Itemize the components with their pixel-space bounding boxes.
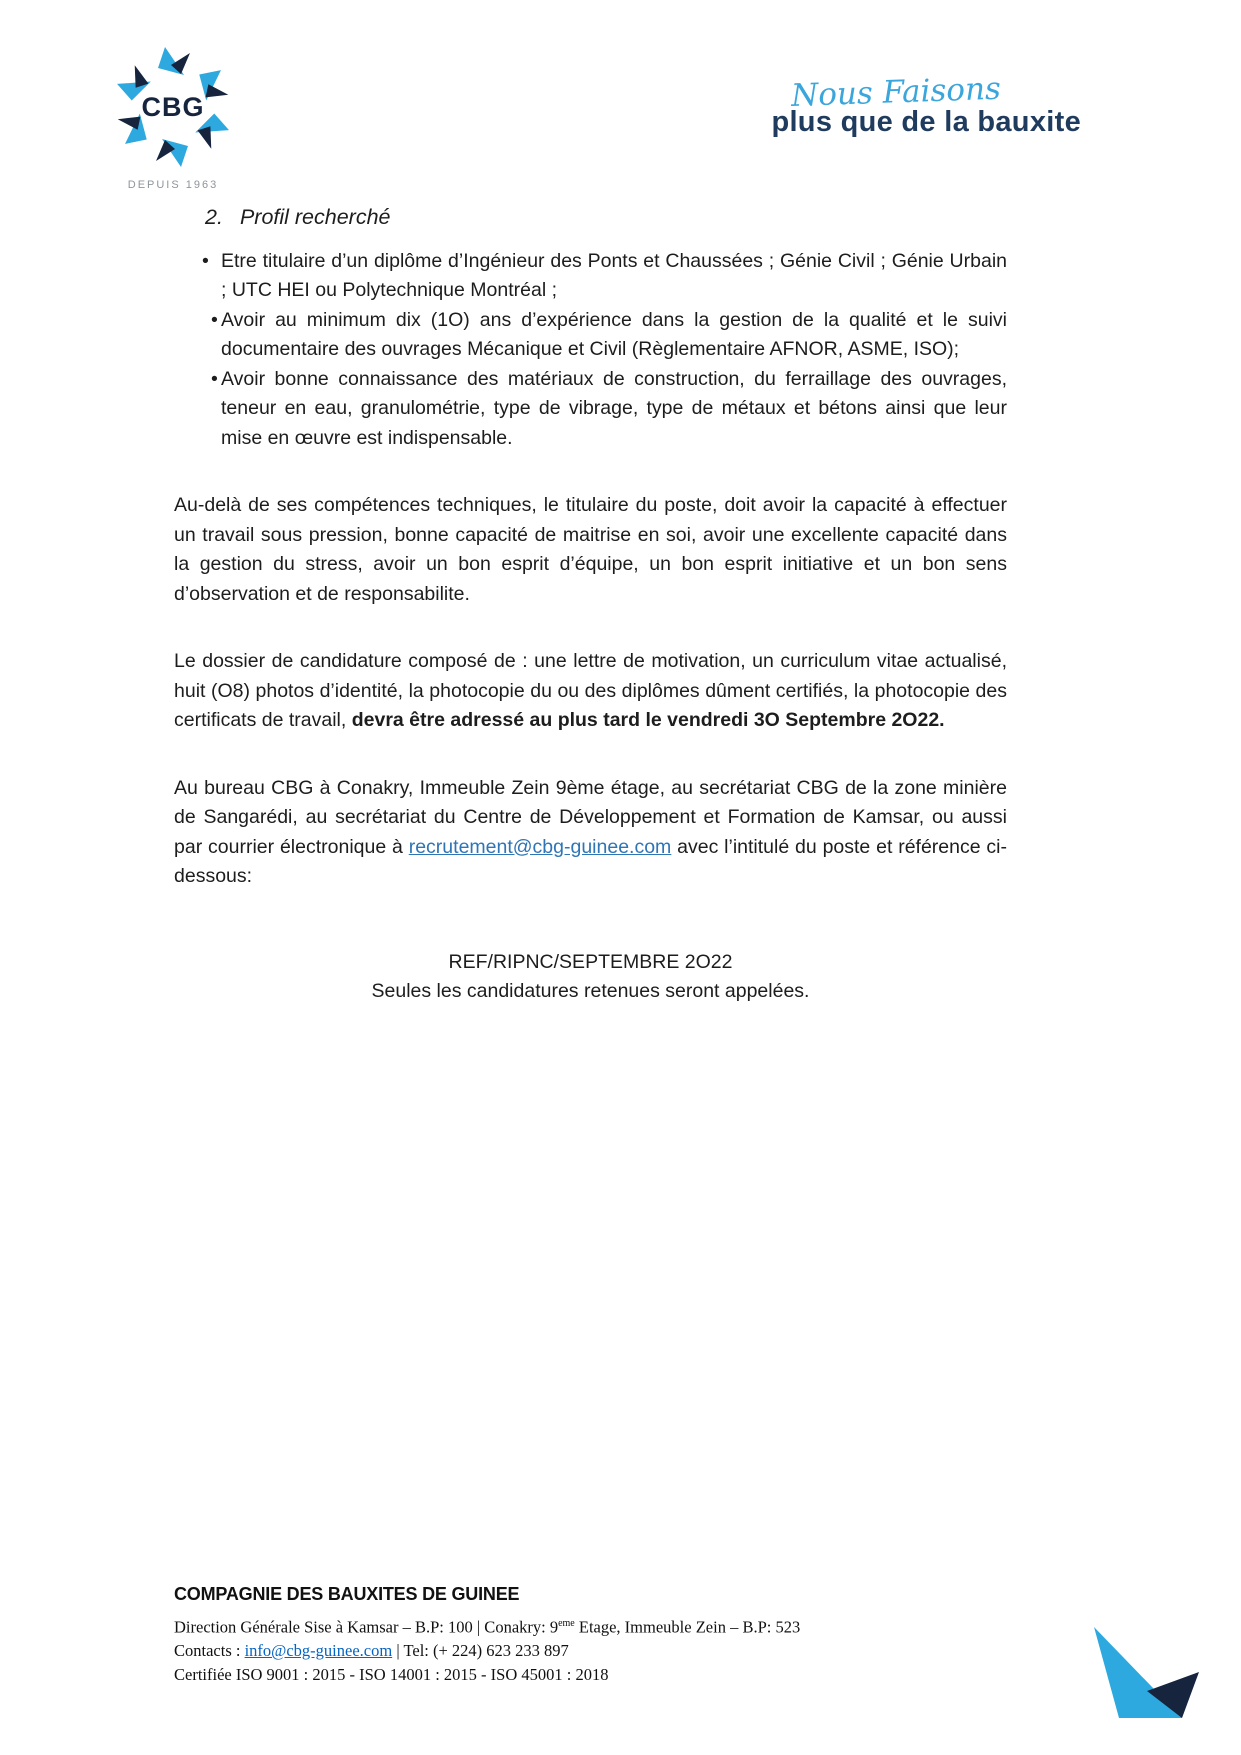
list-item-text: Avoir au minimum dix (1O) ans d’expérience dans la gestion de la qualité et le suivi documentaire des ouvrages Mécanique et Civil (Règlementaire AFNOR, ASME, ISO); [221,308,1007,360]
section-heading [205,203,1007,233]
list-item-text: Etre titulaire d’un diplôme d’Ingénieur des Ponts et Chaussées ; Génie Civil ; Génie Urbain ; UTC HEI ou Polytechnique Montréal ; [221,249,1007,301]
list-item-text: Avoir bonne connaissance des matériaux de construction, du ferraillage des ouvrages, teneur en eau, granulométrie, type de vibrage, type de métaux et bétons ainsi que leur mise en œuvre est indispensable. [221,367,1007,449]
paragraph-dossier-text: Le dossier de candidature composé de : une lettre de motivation, un curriculum vitae actualisé, huit (O8) photos d’identité, la photocopie du ou des diplômes dûment certifiés, la photocopie des certificats de travail, [174,650,1007,731]
deadline-emphasis: devra être adressé au plus tard le vendredi 3O Septembre 2O22. [351,709,945,731]
footer-contacts-phone: | Tel: (+ 224) 623 233 897 [392,1641,569,1660]
company-slogan [731,70,1081,139]
section-number: 2. [205,205,223,229]
footer-company-name: COMPAGNIE DES BAUXITES DE GUINEE [174,1584,520,1604]
paragraph-bureau-text: Au bureau CBG à Conakry, Immeuble Zein 9ème étage, au secrétariat CBG de la zone minière de Sangarédi, au secrétariat du Centre de Développement et Formation de Kamsar, ou aussi par courrier électronique à [174,776,1007,858]
footer-address-sup: eme [558,1618,575,1629]
slogan-main-text: plus que de la bauxite [771,106,1081,138]
bauxite-checkmark-icon [1085,1620,1210,1725]
paragraph-competences: Au-delà de ses compétences techniques, le titulaire du poste, doit avoir la capacité à effectuer un travail sous pression, bonne capacité de maitrise en soi, avoir une excellente capacité dans la gestion du stress, avoir un bon esprit d’équipe, un bon esprit initiative et un bon sens d’observation et de responsabilite. [174,494,1007,605]
paragraph-bureau [174,774,1007,892]
reference-code: REF/RIPNC/SEPTEMBRE 2O22 [448,950,733,973]
document-footer [174,1584,800,1686]
footer-address-text: Direction Générale Sise à Kamsar – B.P: 100 | Conakry: 9 [174,1617,559,1637]
paragraph-dossier [174,647,1007,736]
footer-certification: Certifiée ISO 9001 : 2015 - ISO 14001 : 2015 - ISO 45001 : 2018 [174,1664,609,1684]
logo-text: CBG [141,92,205,122]
section-title: Profil recherché [239,205,391,229]
footer-address-text-end: Etage, Immeuble Zein – B.P: 523 [574,1617,801,1637]
paragraph-bureau-text-end: avec l’intitulé du poste et référence ci-dessous: [174,835,1007,887]
reference-note: Seules les candidatures retenues seront appelées. [371,980,810,1002]
requirements-list [174,247,1007,454]
footer-address [174,1612,800,1639]
list-item [174,365,1007,454]
list-item [174,247,1007,306]
footer-contacts-label: Contacts : [174,1641,245,1660]
logo-since-text: DEPUIS 1963 [127,179,219,191]
recruitment-email-link[interactable]: recrutement@cbg-guinee.com [408,835,672,858]
reference-block [174,948,1007,1007]
info-email-link[interactable]: info@cbg-guinee.com [244,1641,393,1660]
list-item [174,306,1007,365]
footer-contacts [174,1639,800,1663]
document-body [174,203,1007,1007]
slogan-script-text: Nous Faisons [790,70,1002,114]
cbg-logo [104,44,242,191]
